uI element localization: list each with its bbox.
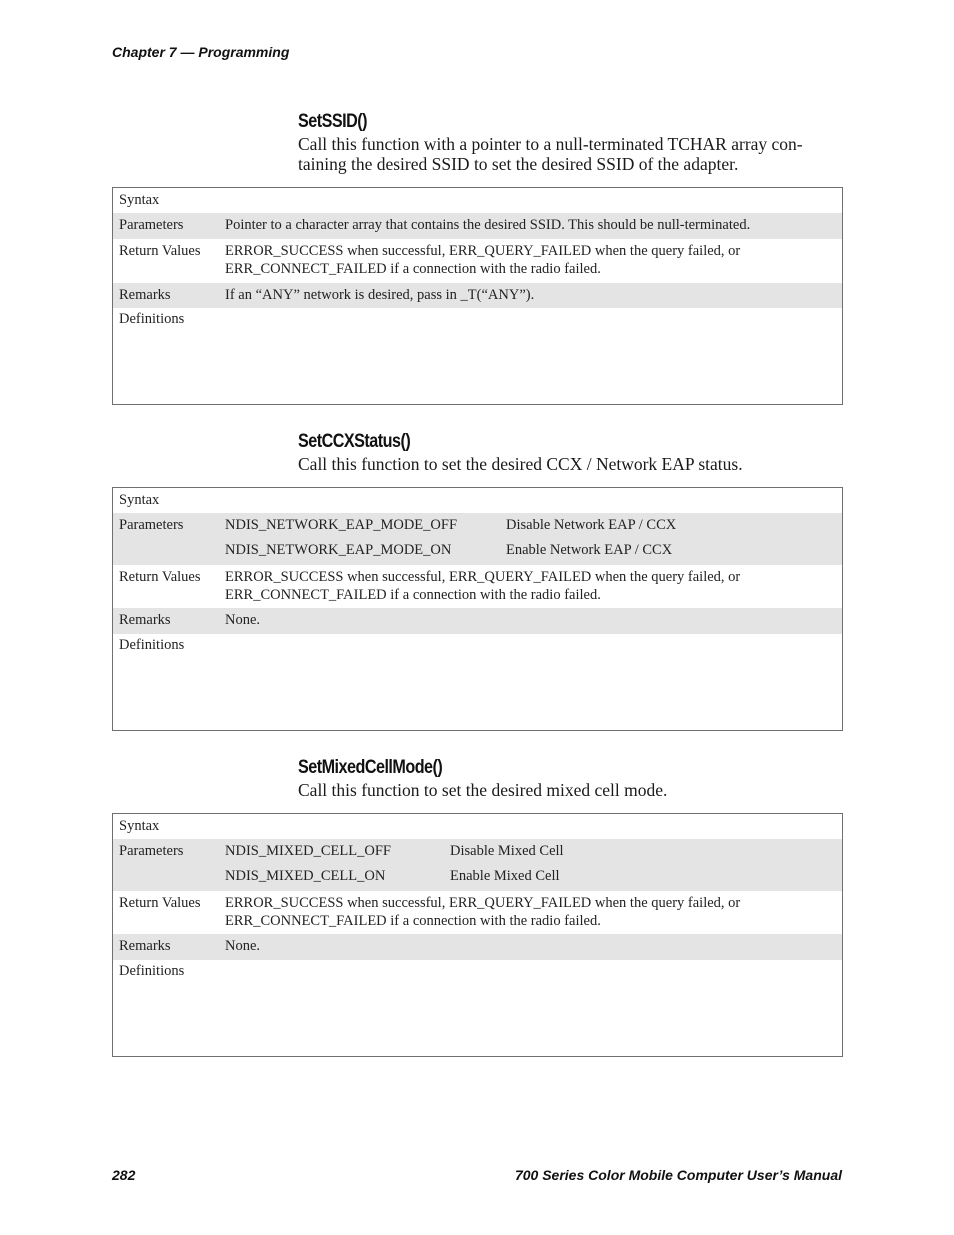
function-title-setccxstatus: SetCCXStatus() — [298, 431, 411, 452]
page-footer — [112, 1167, 842, 1183]
remarks-value: None. — [225, 938, 261, 954]
parameters-row — [113, 213, 842, 239]
parameters-row — [113, 839, 842, 891]
parameter-description: Enable Network EAP / CCX — [506, 542, 673, 558]
description-line: Call this function with a pointer to a null-terminated TCHAR array con- — [298, 134, 803, 154]
syntax-row — [113, 188, 842, 213]
definitions-value — [225, 962, 842, 1056]
parameters-row — [113, 513, 842, 565]
definitions-value — [225, 636, 842, 730]
remarks-label: Remarks — [119, 287, 171, 303]
parameters-value — [225, 842, 842, 891]
parameters-value: Pointer to a character array that contains the desired SSID. This should be null-terminated. — [225, 217, 751, 233]
return-values-row — [113, 239, 842, 283]
parameters-value — [225, 516, 842, 565]
parameter-description: Disable Mixed Cell — [450, 843, 564, 859]
remarks-row — [113, 934, 842, 960]
return-values-value — [225, 568, 842, 608]
running-head: Chapter 7 — Programming — [112, 44, 290, 60]
parameter-name: NDIS_MIXED_CELL_ON — [225, 868, 386, 884]
manual-title: 700 Series Color Mobile Computer User’s Manual — [514, 1167, 842, 1183]
parameters-label: Parameters — [119, 843, 184, 859]
page-number: 282 — [112, 1167, 136, 1183]
return-values-label: Return Values — [119, 895, 201, 911]
definitions-label: Definitions — [119, 963, 185, 979]
function-description-setssid — [298, 134, 843, 174]
syntax-label: Syntax — [119, 492, 160, 508]
return-values-value — [225, 894, 842, 934]
reference-table-setssid — [112, 187, 843, 405]
parameter-name: NDIS_MIXED_CELL_OFF — [225, 843, 391, 859]
return-values-line: ERR_CONNECT_FAILED if a connection with the radio failed. — [225, 261, 601, 277]
remarks-row — [113, 283, 842, 308]
function-title-setssid: SetSSID() — [298, 111, 367, 132]
remarks-value: If an “ANY” network is desired, pass in _T(“ANY”). — [225, 287, 535, 303]
definitions-label: Definitions — [119, 637, 185, 653]
return-values-line: ERROR_SUCCESS when successful, ERR_QUERY_FAILED when the query failed, or — [225, 569, 741, 585]
parameters-label: Parameters — [119, 217, 184, 233]
return-values-line: ERR_CONNECT_FAILED if a connection with the radio failed. — [225, 913, 601, 929]
description-line: Call this function to set the desired CCX / Network EAP status. — [298, 454, 743, 474]
return-values-value — [225, 242, 842, 283]
remarks-row — [113, 608, 842, 634]
return-values-line: ERR_CONNECT_FAILED if a connection with the radio failed. — [225, 587, 601, 603]
parameter-description: Enable Mixed Cell — [450, 868, 560, 884]
parameter-item — [225, 842, 834, 867]
definitions-label: Definitions — [119, 311, 185, 327]
syntax-value — [225, 817, 842, 839]
function-description-setmixedcellmode — [298, 780, 843, 800]
return-values-label: Return Values — [119, 243, 201, 259]
parameter-item — [225, 541, 834, 559]
return-values-line: ERROR_SUCCESS when successful, ERR_QUERY_FAILED when the query failed, or — [225, 895, 741, 911]
syntax-value — [225, 491, 842, 513]
remarks-value: None. — [225, 612, 261, 628]
definitions-value — [225, 310, 842, 404]
description-line: taining the desired SSID to set the desired SSID of the adapter. — [298, 154, 739, 174]
syntax-value — [225, 191, 842, 213]
syntax-label: Syntax — [119, 192, 160, 208]
return-values-label: Return Values — [119, 569, 201, 585]
parameter-item — [225, 516, 834, 541]
remarks-label: Remarks — [119, 938, 171, 954]
function-description-setccxstatus — [298, 454, 843, 474]
syntax-row — [113, 814, 842, 839]
return-values-row — [113, 891, 842, 934]
definitions-row — [113, 960, 842, 1056]
return-values-row — [113, 565, 842, 608]
definitions-row — [113, 308, 842, 404]
parameters-label: Parameters — [119, 517, 184, 533]
parameter-name: NDIS_NETWORK_EAP_MODE_OFF — [225, 517, 458, 533]
function-title-setmixedcellmode: SetMixedCellMode() — [298, 757, 443, 778]
remarks-label: Remarks — [119, 612, 171, 628]
return-values-line: ERROR_SUCCESS when successful, ERR_QUERY_FAILED when the query failed, or — [225, 243, 741, 259]
reference-table-setccxstatus — [112, 487, 843, 731]
parameter-description: Disable Network EAP / CCX — [506, 517, 677, 533]
syntax-row — [113, 488, 842, 513]
definitions-row — [113, 634, 842, 730]
parameter-item — [225, 867, 834, 885]
syntax-label: Syntax — [119, 818, 160, 834]
reference-table-setmixedcellmode — [112, 813, 843, 1057]
parameter-name: NDIS_NETWORK_EAP_MODE_ON — [225, 542, 452, 558]
description-line: Call this function to set the desired mixed cell mode. — [298, 780, 668, 800]
